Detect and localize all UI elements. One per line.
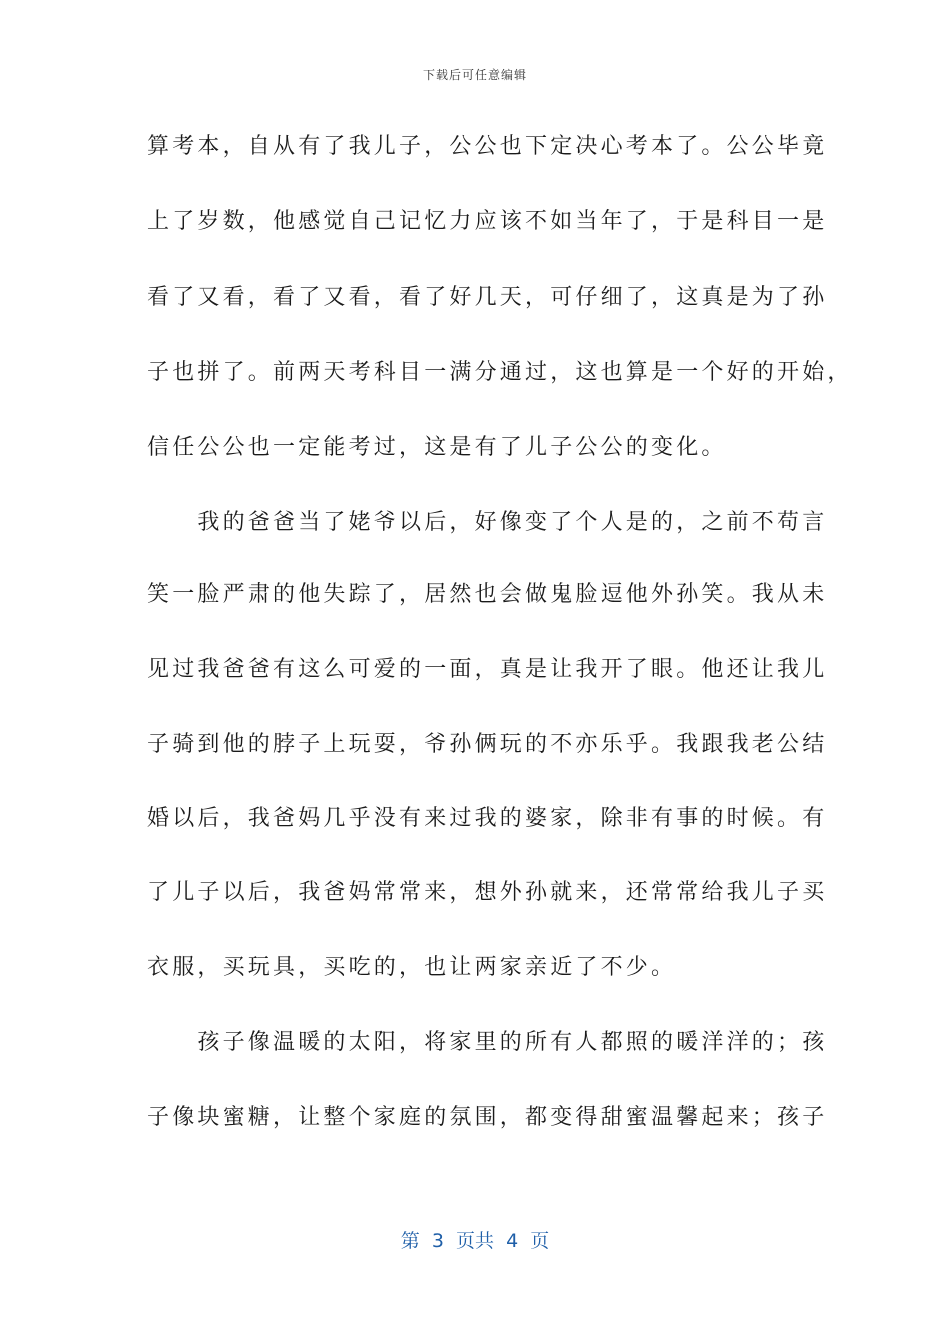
- text-line: 笑一脸严肃的他失踪了，居然也会做鬼脸逗他外孙笑。我从未: [147, 582, 828, 607]
- header-note: 下载后可任意编辑: [422, 68, 527, 82]
- text-line: 子也拼了。前两天考科目一满分通过，这也算是一个好的开始，: [147, 360, 853, 385]
- text-line: 了儿子以后，我爸妈常常来，想外孙就来，还常常给我儿子买: [147, 880, 828, 905]
- text-line: 婚以后，我爸妈几乎没有来过我的婆家，除非有事的时候。有: [147, 806, 828, 831]
- page-number: 第 3 页共 4 页: [400, 1230, 550, 1252]
- text-line: 我的爸爸当了姥爷以后，好像变了个人是的，之前不苟言: [147, 510, 828, 535]
- text-line: 子像块蜜糖，让整个家庭的氛围，都变得甜蜜温馨起来；孩子: [147, 1105, 828, 1130]
- text-line: 算考本，自从有了我儿子，公公也下定决心考本了。公公毕竟: [147, 134, 828, 159]
- text-line: 子骑到他的脖子上玩耍，爷孙俩玩的不亦乐乎。我跟我老公结: [147, 732, 828, 757]
- text-line: 信任公公也一定能考过，这是有了儿子公公的变化。: [147, 435, 727, 460]
- text-line: 看了又看，看了又看，看了好几天，可仔细了，这真是为了孙: [147, 285, 828, 310]
- text-line: 衣服，买玩具，买吃的，也让两家亲近了不少。: [147, 955, 677, 980]
- text-line: 孩子像温暖的太阳，将家里的所有人都照的暖洋洋的；孩: [147, 1030, 828, 1055]
- text-line: 上了岁数，他感觉自己记忆力应该不如当年了，于是科目一是: [147, 209, 828, 234]
- text-line: 见过我爸爸有这么可爱的一面，真是让我开了眼。他还让我儿: [147, 657, 828, 682]
